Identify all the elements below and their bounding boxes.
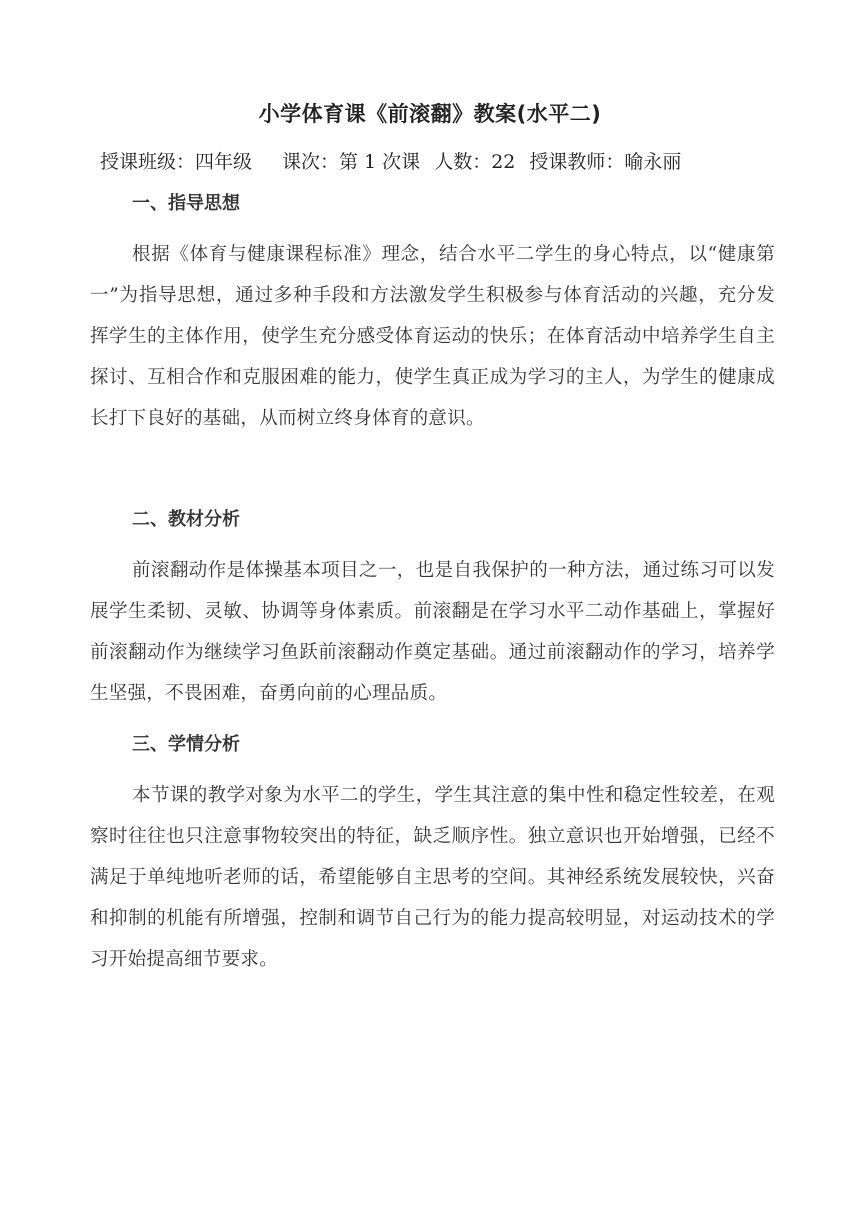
section-material-analysis	[90, 508, 775, 714]
section-heading: 一、指导思想	[132, 193, 240, 214]
teacher-info: 授课教师：喻永丽	[529, 151, 682, 173]
student-count-info: 人数：22	[434, 151, 516, 173]
section-heading: 三、学情分析	[132, 734, 240, 755]
section-guiding-ideology	[90, 192, 775, 439]
document-title: 小学体育课《前滚翻》教案(水平二)	[258, 102, 602, 126]
section-student-analysis	[90, 733, 775, 980]
section-paragraph: 本节课的教学对象为水平二的学生，学生其注意的集中性和稳定性较差，在观察时往往也只注意事物较突出的特征，缺乏顺序性。独立意识也开始增强，已经不满足于单纯地听老师的话，希望能够自主思考的空间。其神经系统发展较快，兴奋和抑制的机能有所增强，控制和调节自己行为的能力提高较明显，对运动技术的学习开始提高细节要求。	[90, 785, 775, 970]
class-info: 授课班级：四年级	[100, 151, 253, 173]
lesson-number-info: 课次：第 1 次课	[282, 151, 421, 173]
section-paragraph: 根据《体育与健康课程标准》理念，结合水平二学生的身心特点，以“健康第一”为指导思想，通过多种手段和方法激发学生积极参与体育活动的兴趣，充分发挥学生的主体作用，使学生充分感受体育运动的快乐；在体育活动中培养学生自主探讨、互相合作和克服困难的能力，使学生真正成为学习的主人，为学生的健康成长打下良好的基础，从而树立终身体育的意识。	[90, 244, 775, 429]
lesson-info-line	[100, 147, 800, 174]
section-heading: 二、教材分析	[132, 509, 240, 530]
section-paragraph: 前滚翻动作是体操基本项目之一，也是自我保护的一种方法，通过练习可以发展学生柔韧、灵敏、协调等身体素质。前滚翻是在学习水平二动作基础上，掌握好前滚翻动作为继续学习鱼跃前滚翻动作奠定基础。通过前滚翻动作的学习，培养学生坚强，不畏困难，奋勇向前的心理品质。	[90, 560, 775, 704]
